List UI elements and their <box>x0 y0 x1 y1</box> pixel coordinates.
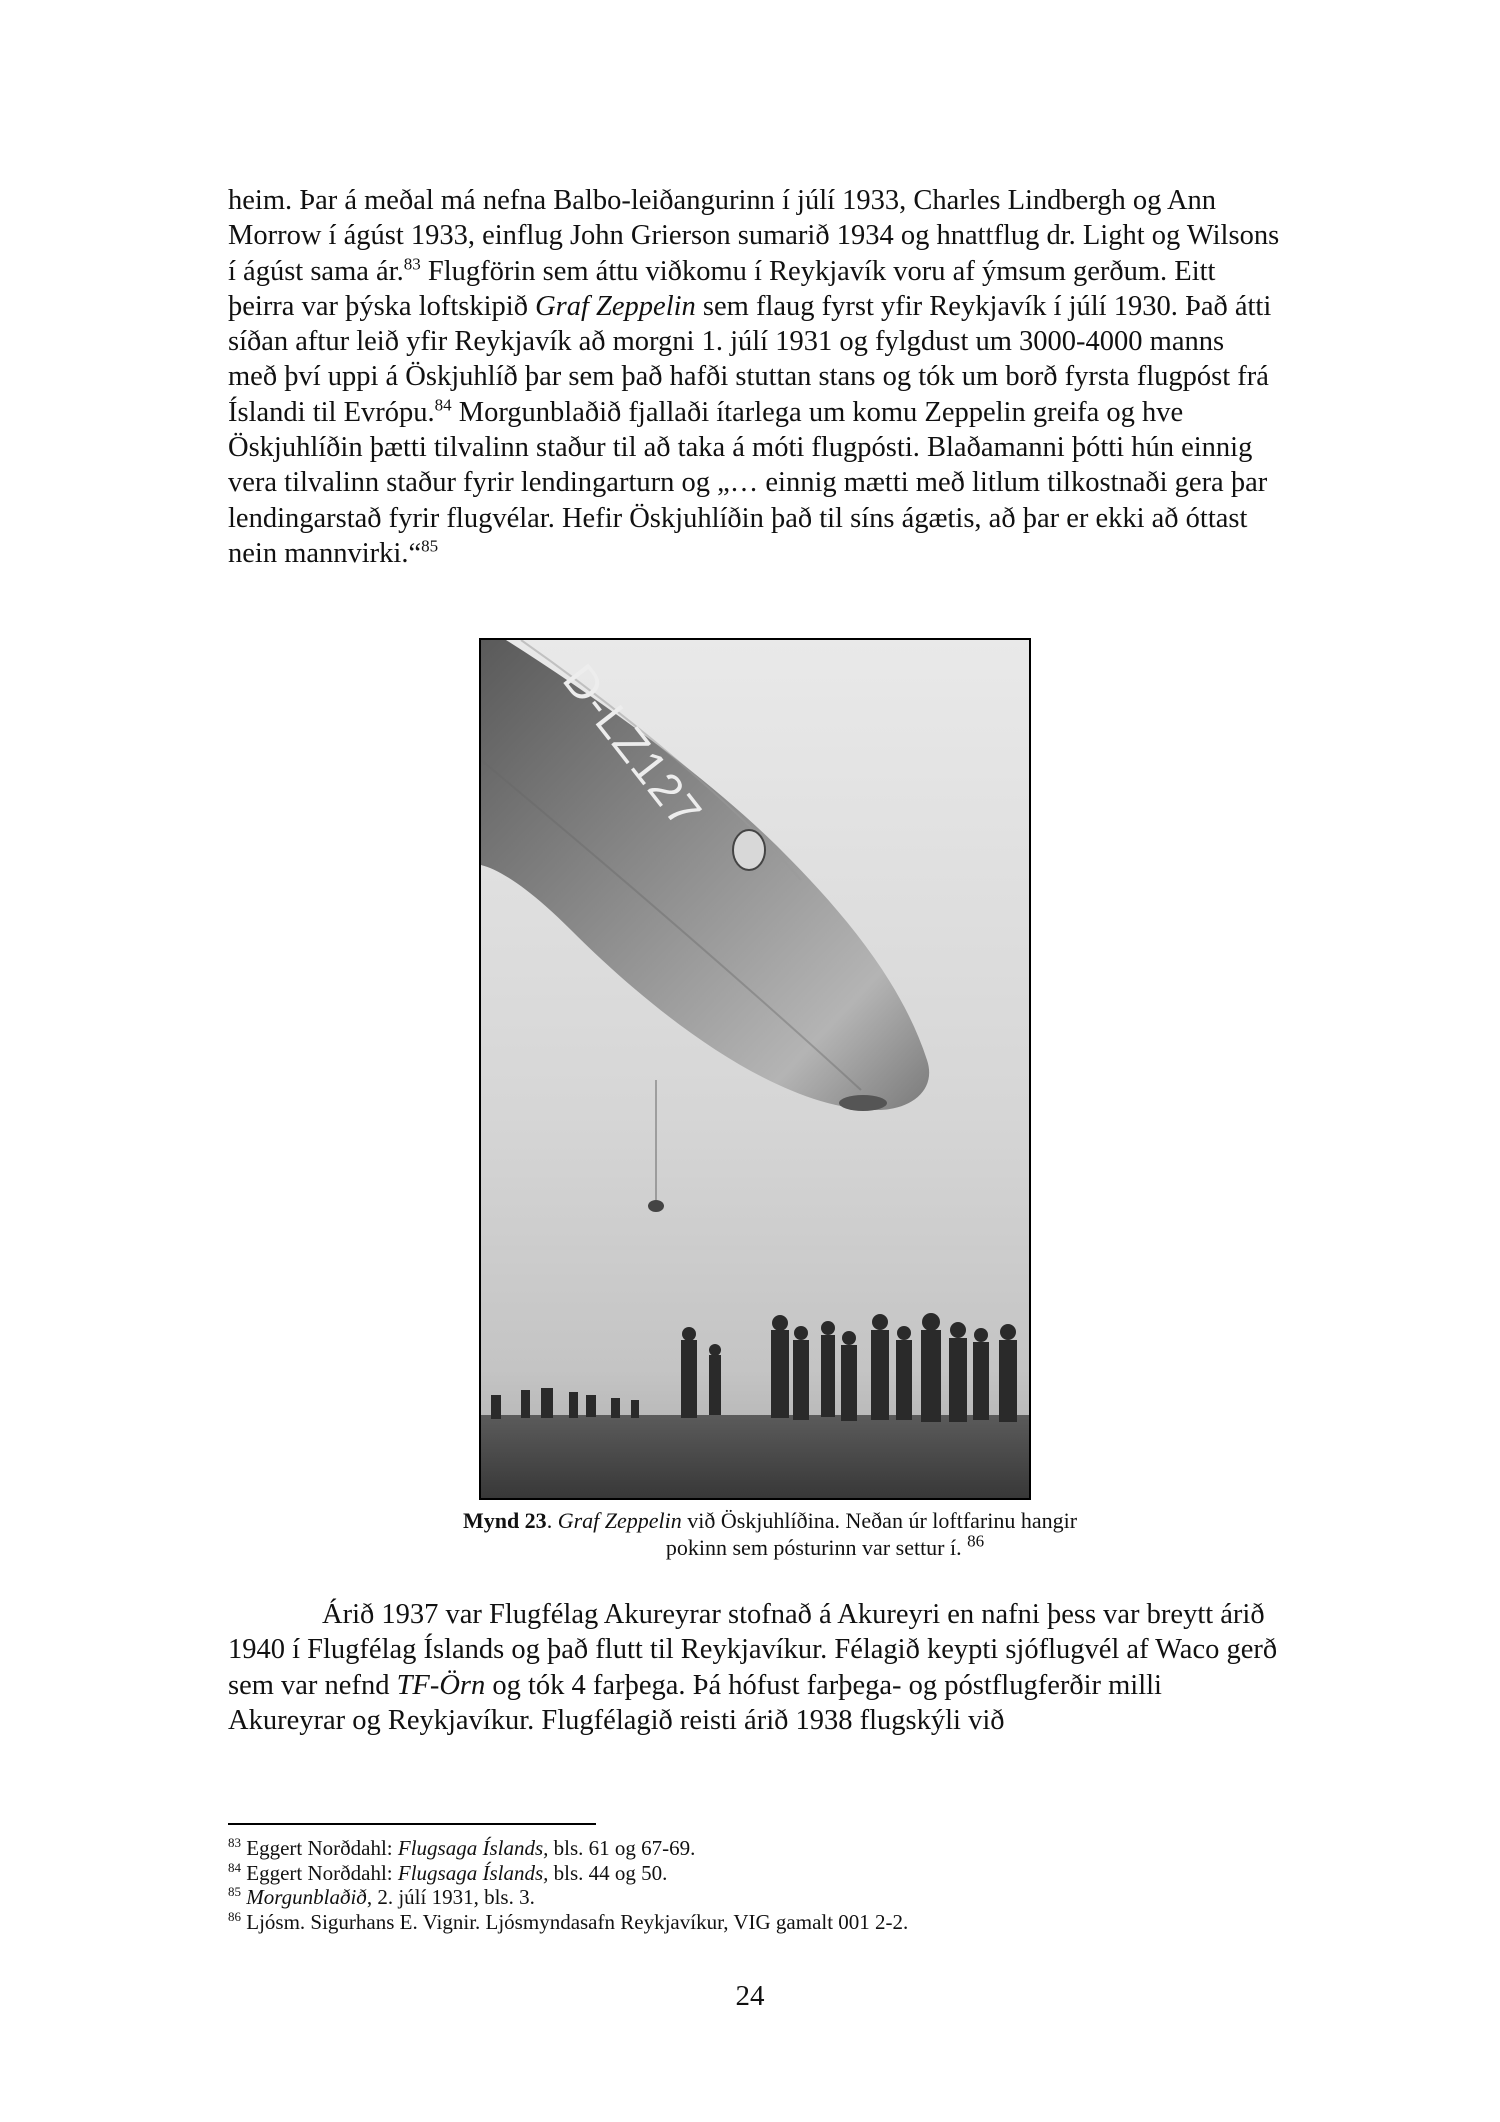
text-run: Morgunblaðið fjallaði ítarlega um komu Zeppelin greifa og hve Öskjuhlíðin þætti tilvalinn staður til að taka á móti flugpósti. Blaðamanni þótti hún einnig vera tilvalinn staður fyrir lendingarturn og „… einnig mætti með litlum tilkostnaði gera þar lendingarstað fyrir flugvélar. Hefir Öskjuhlíðin það til síns ágætis, að þar er ekki að óttast nein mannvirki.“ <box>228 396 1268 569</box>
body-paragraph-2 <box>228 1597 1280 1738</box>
footnote-text: Eggert Norðdahl: <box>241 1836 398 1860</box>
footnote-number: 83 <box>228 1835 241 1850</box>
caption-sep: . <box>546 1508 558 1533</box>
caption-label: Mynd 23 <box>462 1508 547 1533</box>
text-run: Árið 1937 var Flugfélag Akureyrar stofnað á Akureyri en nafni þess var breytt árið 1940 í Flugfélag Íslands og það flutt til Reykjavíkur. Félagið keypti sjóflugvél af Waco gerð sem var nefnd <box>228 1599 1278 1701</box>
footnote-text: , 2. júlí 1931, bls. 3. <box>366 1885 535 1909</box>
caption-line-2 <box>390 1531 1150 1561</box>
emphasis-text: TF-Örn <box>396 1669 486 1701</box>
footnote-text: bls. 61 og 67-69. <box>548 1836 696 1860</box>
footnote-number: 86 <box>228 1908 241 1924</box>
footnote-ref: 84 <box>434 395 452 415</box>
footnote-ref: 83 <box>403 254 421 274</box>
page-number: 24 <box>735 1980 765 2012</box>
footnote-number: 85 <box>228 1884 241 1899</box>
footnote-emphasis: Flugsaga Íslands, <box>397 1836 549 1860</box>
footnote-emphasis: Morgunblaðið <box>246 1885 367 1909</box>
footnote-ref: 85 <box>421 536 439 556</box>
footnote-divider <box>228 1823 596 1825</box>
footnote-text: Eggert Norðdahl: <box>241 1860 398 1885</box>
body-paragraph-1 <box>228 183 1280 571</box>
footnote-text: Ljósm. Sigurhans E. Vignir. Ljósmyndasafn Reykjavíkur, VIG gamalt 001 2-2. <box>241 1909 909 1934</box>
emphasis-text: Graf Zeppelin <box>535 290 696 322</box>
text-run: sem flaug fyrst yfir Reykjavík í júlí 1930. Það átti síðan aftur leið yfir Reykjavík að morgni 1. júlí 1931 og fylgdust um 3000-4000 manns með því uppi á Öskjuhlíð þar sem það hafði stuttan stans og tók um borð fyrsta flugpóst frá Íslandi til Evrópu. <box>228 290 1272 428</box>
footnote <box>228 1836 908 1861</box>
footnote <box>228 1861 908 1886</box>
caption-text: við Öskjuhlíðina. Neðan úr loftfarinu hangir <box>681 1508 1078 1533</box>
caption-emphasis: Graf Zeppelin <box>557 1508 682 1533</box>
hull-marking: D-LZ127 <box>553 654 713 839</box>
footnote-emphasis: Flugsaga Íslands, <box>397 1860 549 1885</box>
figure-caption <box>390 1507 1150 1561</box>
footnote <box>228 1885 908 1910</box>
text-run: heim. Þar á meðal má nefna Balbo-leiðangurinn í júlí 1933, Charles Lindbergh og Ann Morrow í ágúst 1933, einflug John Grierson sumarið 1934 og hnattflug dr. Light og Wilsons í ágúst sama ár. <box>228 185 1280 287</box>
footnote-list <box>228 1836 908 1934</box>
caption-text: pokinn sem pósturinn var settur í. <box>665 1535 962 1560</box>
footnote-text: bls. 44 og 50. <box>548 1860 668 1885</box>
text-run: Flugförin sem áttu viðkomu í Reykjavík voru af ýmsum gerðum. Eitt þeirra var þýska loftskipið <box>228 255 1216 322</box>
footnote-number: 84 <box>228 1859 241 1875</box>
footnote <box>228 1910 908 1935</box>
footnote-ref: 86 <box>967 1531 985 1551</box>
zeppelin-photo <box>479 638 1031 1500</box>
text-run: og tók 4 farþega. Þá hófust farþega- og póstflugferðir milli Akureyrar og Reykjavíkur. Flugfélagið reisti árið 1938 flugskýli við <box>228 1669 1162 1736</box>
